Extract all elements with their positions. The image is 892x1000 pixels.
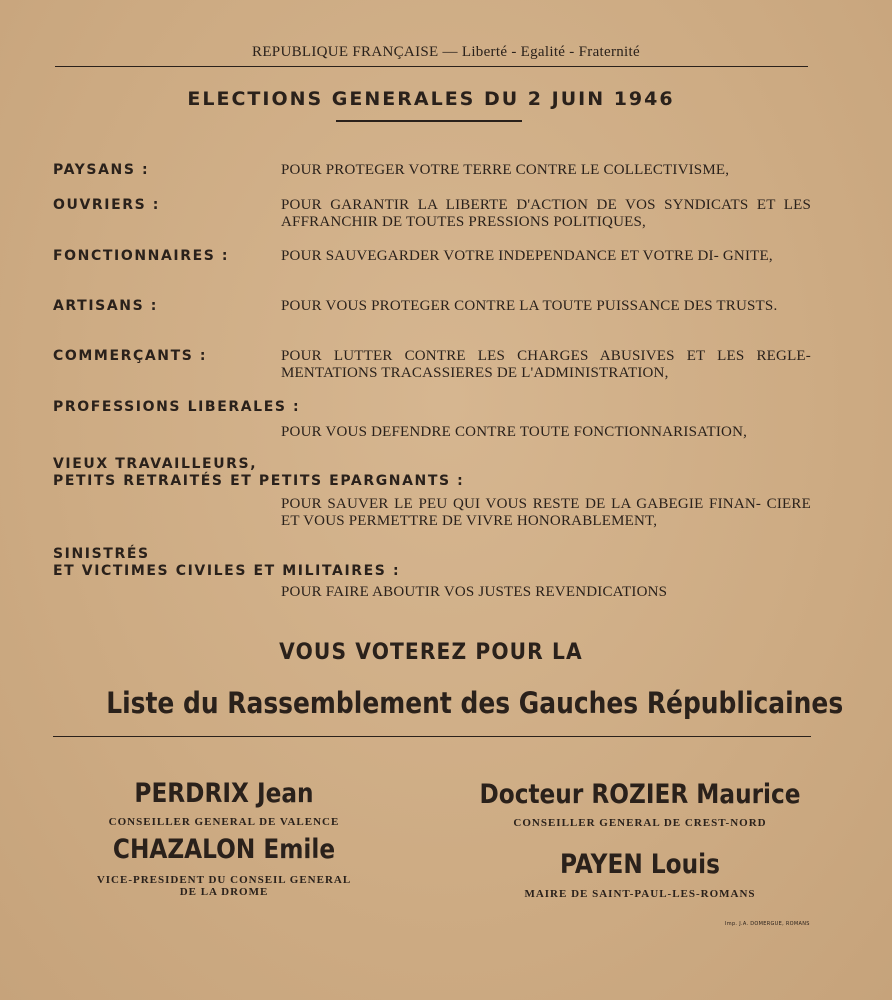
category-vieux-travailleurs: VIEUX TRAVAILLEURS, PETITS RETRAITÉS ET PETITS EPARGNANTS :	[53, 456, 465, 489]
appeal-text-ouvriers: POUR GARANTIR LA LIBERTE D'ACTION DE VOS SYNDICATS ET LES AFFRANCHIR DE TOUTES PRESSIONS POLITIQUES,	[281, 197, 811, 230]
category-paysans: PAYSANS :	[53, 162, 150, 178]
category-artisans: ARTISANS :	[53, 298, 158, 314]
election-title: ELECTIONS GENERALES DU 2 JUIN 1946	[187, 88, 675, 110]
candidate-name-perdrix: PERDRIX Jean	[134, 778, 314, 809]
printer-credit: Imp. J.A. DOMERGUE, ROMANS	[725, 921, 810, 927]
category-professions-liberales: PROFESSIONS LIBERALES :	[53, 399, 301, 415]
candidate-role-chazalon: VICE-PRESIDENT DU CONSEIL GENERAL DE LA DROME	[96, 874, 352, 898]
appeal-text-professions-liberales: POUR VOUS DEFENDRE CONTRE TOUTE FONCTIONNARISATION,	[281, 424, 748, 440]
header-rule	[55, 66, 808, 67]
vote-call: VOUS VOTEREZ POUR LA	[279, 640, 583, 665]
appeal-text-vieux-travailleurs: POUR SAUVER LE PEU QUI VOUS RESTE DE LA GABEGIE FINAN- CIERE ET VOUS PERMETTRE DE VIVRE HONORABLEMENT,	[281, 496, 811, 529]
candidate-name-payen: PAYEN Louis	[560, 849, 720, 880]
candidate-role-rozier: CONSEILLER GENERAL DE CREST-NORD	[513, 817, 767, 829]
candidate-name-rozier: Docteur ROZIER Maurice	[479, 779, 801, 810]
republic-motto: REPUBLIQUE FRANÇAISE — Liberté - Egalité - Fraternité	[252, 44, 640, 60]
category-sinistres: SINISTRÉS ET VICTIMES CIVILES ET MILITAIRES :	[53, 546, 401, 579]
appeal-text-artisans: POUR VOUS PROTEGER CONTRE LA TOUTE PUISSANCE DES TRUSTS.	[281, 298, 778, 314]
title-underline	[336, 120, 522, 122]
list-name: Liste du Rassemblement des Gauches Républicaines	[106, 686, 844, 720]
appeal-text-commercants: POUR LUTTER CONTRE LES CHARGES ABUSIVES ET LES REGLE- MENTATIONS TRACASSIERES DE L'ADMINISTRATION,	[281, 348, 811, 381]
appeal-text-paysans: POUR PROTEGER VOTRE TERRE CONTRE LE COLLECTIVISME,	[281, 162, 730, 178]
category-commercants: COMMERÇANTS :	[53, 348, 208, 364]
list-rule	[53, 736, 811, 737]
category-fonctionnaires: FONCTIONNAIRES :	[53, 248, 230, 264]
category-ouvriers: OUVRIERS :	[53, 197, 160, 213]
appeal-text-fonctionnaires: POUR SAUVEGARDER VOTRE INDEPENDANCE ET VOTRE DI- GNITE,	[281, 248, 773, 264]
candidate-role-payen: MAIRE DE SAINT-PAUL-LES-ROMANS	[524, 888, 756, 900]
candidate-name-chazalon: CHAZALON Emile	[112, 834, 336, 865]
candidate-role-perdrix: CONSEILLER GENERAL DE VALENCE	[108, 816, 340, 828]
appeal-text-sinistres: POUR FAIRE ABOUTIR VOS JUSTES REVENDICATIONS	[281, 584, 668, 600]
